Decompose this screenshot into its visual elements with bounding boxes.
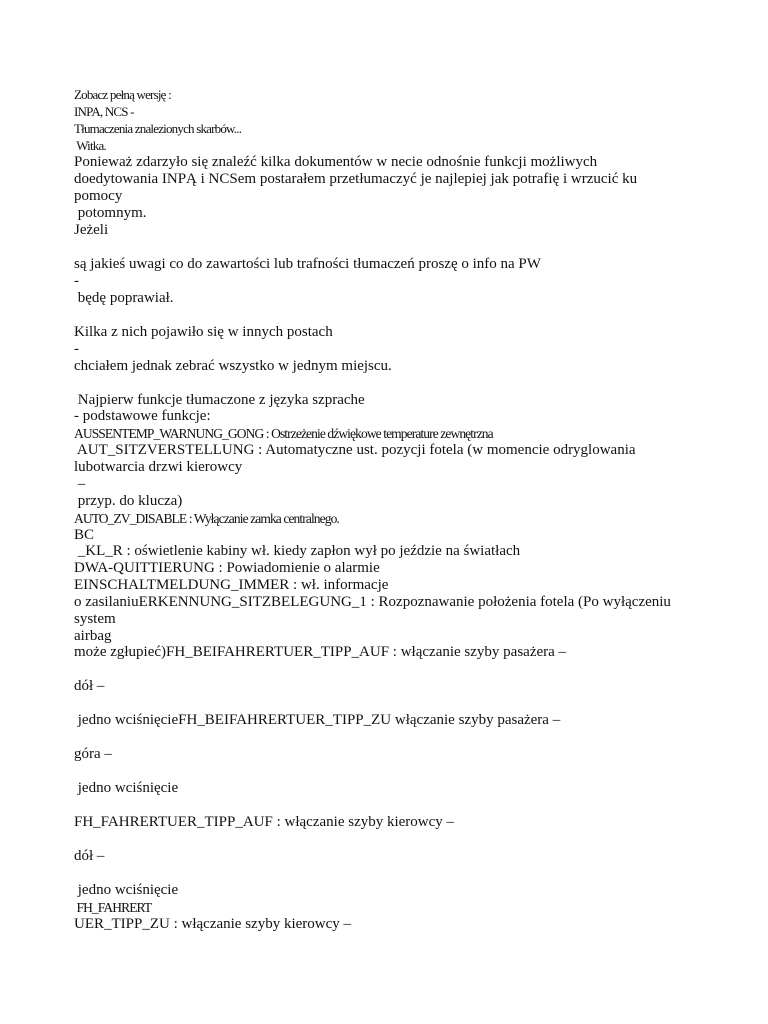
text-line: -	[74, 341, 79, 357]
text-line: airbag	[74, 628, 112, 644]
text-line: FH_FAHRERTUER_TIPP_AUF : włączanie szyby kierowcy –	[74, 814, 455, 830]
text-line: jedno wciśnięcie	[74, 780, 179, 796]
text-line: Ponieważ zdarzyło się znaleźć kilka dokumentów w necie odnośnie funkcji możliwych	[74, 154, 598, 170]
text-segment: może zgłupieć)FH_BEIFAHRERTUER_TIPP_AUF : włączanie szyby pasażera –	[74, 644, 567, 660]
text-line: pomocy	[74, 188, 123, 204]
text-line: są jakieś uwagi co do zawartości lub trafności tłumaczeń proszę o info na PW	[74, 256, 541, 272]
text-line: chciałem jednak zebrać wszystko w jednym miejscu.	[74, 358, 392, 374]
text-line: AUSSENTEMP_WARNUNG_GONG : Ostrzeżenie dźwiękowe temperature zewnętrzna	[74, 426, 493, 441]
text-line: INPA, NCS -	[74, 104, 134, 119]
text-line: Tłumaczenia znalezionych skarbów...	[74, 121, 242, 136]
text-line: BC	[74, 527, 95, 543]
text-line: będę poprawiał.	[74, 290, 174, 306]
text-line: UER_TIPP_ZU : włączanie szyby kierowcy –	[74, 916, 352, 932]
text-line: Jeżeli	[74, 222, 109, 238]
text-line: góra –	[74, 746, 112, 762]
text-line: dół –	[74, 678, 105, 694]
text-line: jedno wciśnięcieFH_BEIFAHRERTUER_TIPP_ZU włączanie szyby pasażera –	[74, 712, 561, 728]
text-line: - podstawowe funkcje:	[74, 408, 211, 424]
text-line: Kilka z nich pojawiło się w innych postach	[74, 324, 333, 340]
text-line: –	[74, 476, 86, 492]
text-line: FH_FAHRERT	[74, 900, 152, 915]
text-line	[74, 644, 566, 661]
text-line: DWA-QUITTIERUNG : Powiadomienie o alarmie	[74, 560, 380, 576]
text-line: lubotwarcia drzwi kierowcy	[74, 459, 243, 475]
text-line: -	[74, 273, 79, 289]
text-line: dół –	[74, 848, 105, 864]
text-line: AUT_SITZVERSTELLUNG : Automatyczne ust. pozycji fotela (w momencie odryglowania	[74, 442, 636, 458]
text-line: _KL_R : oświetlenie kabiny wł. kiedy zapłon wył po jeździe na światłach	[74, 543, 521, 559]
text-line: system	[74, 611, 116, 627]
text-line: jedno wciśnięcie	[74, 882, 179, 898]
text-line: o zasilaniuERKENNUNG_SITZBELEGUNG_1 : Rozpoznawanie położenia fotela (Po wyłączeniu	[74, 594, 671, 610]
text-line: AUTO_ZV_DISABLE : Wyłączanie zamka centralnego.	[74, 511, 339, 526]
text-line: Witka.	[74, 138, 106, 153]
text-line: Zobacz pełną wersję :	[74, 87, 171, 102]
text-line: przyp. do klucza)	[74, 493, 183, 509]
text-line: doedytowania INPĄ i NCSem postarałem przetłumaczyć je najlepiej jak potrafię i wrzucić ku	[74, 171, 638, 187]
text-line: potomnym.	[74, 205, 147, 221]
text-line: Najpierw funkcje tłumaczone z języka szprache	[74, 392, 365, 408]
text-line: EINSCHALTMELDUNG_IMMER : wł. informacje	[74, 577, 389, 593]
